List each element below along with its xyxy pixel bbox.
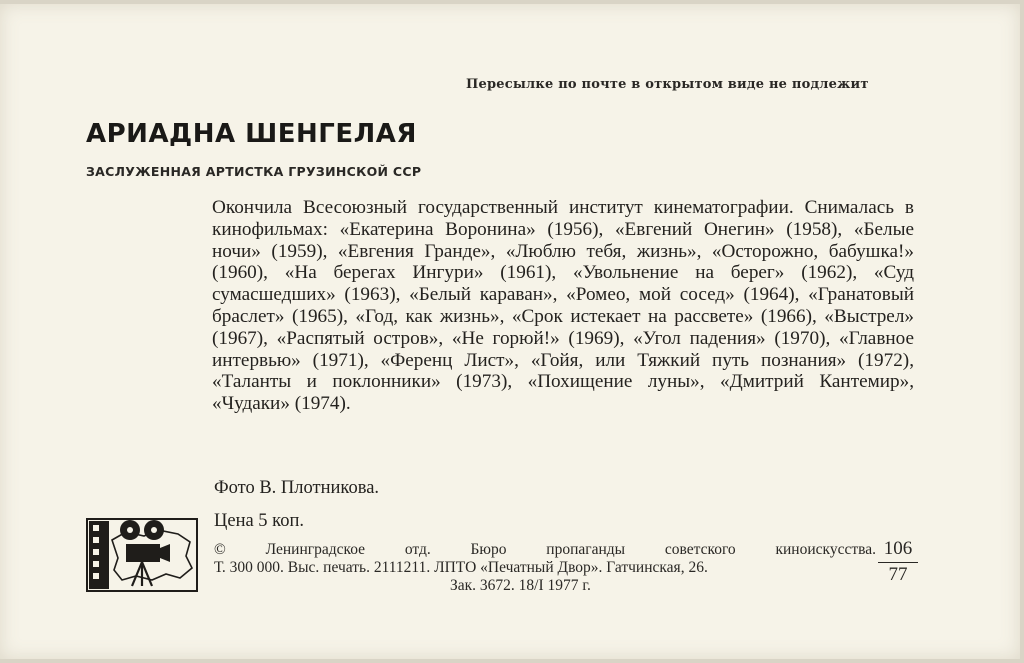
imprint-line-2: Т. 300 000. Выс. печать. 2111211. ЛПТО «Печатный Двор». Гатчинская, 26.	[214, 559, 708, 576]
postal-notice: Пересылке по почте в открытом виде не подлежит	[466, 77, 869, 92]
catalog-code-denominator: 77	[888, 564, 908, 585]
imprint-line-3: Зак. 3672. 18/I 1977 г.	[450, 577, 591, 594]
actress-title: ЗАСЛУЖЕННАЯ АРТИСТКА ГРУЗИНСКОЙ ССР	[86, 164, 422, 179]
price: Цена 5 коп.	[214, 511, 305, 531]
catalog-code	[878, 538, 918, 586]
photo-credit: Фото В. Плотникова.	[214, 478, 380, 498]
postcard-back	[0, 4, 1020, 659]
biography-text: Окончила Всесоюзный государственный институт кинематографии. Снималась в кинофильмах: «Екатерина Воронина» (1956), «Евгений Онегин» (1958), «Белые ночи» (1959), «Евгения Гранде», «Люблю тебя, жизнь», «Осторожно, бабушка!» (1960), «На берегах Ингури» (1961), «Увольнение на берег» (1962), «Суд сумасшедших» (1963), «Белый караван», «Ромео, мой сосед» (1964), «Гранатовый браслет» (1965), «Год, как жизнь», «Срок истекает на рассвете» (1966), «Выстрел» (1967), «Распятый остров», «Не горюй!» (1969), «Угол падения» (1970), «Главное интервью» (1971), «Ференц Лист», «Гойя, или Тяжкий путь познания» (1972), «Таланты и поклонники» (1973), «Похищение луны», «Дмитрий Кантемир», «Чудаки» (1974).	[212, 197, 914, 415]
catalog-code-numerator: 106	[878, 538, 918, 563]
actress-name: АРИАДНА ШЕНГЕЛАЯ	[86, 119, 417, 149]
film-camera-map-logo-icon	[86, 518, 198, 592]
imprint-line-1: © Ленинградское отд. Бюро пропаганды советского киноискусства.	[214, 541, 876, 558]
publisher-imprint	[214, 541, 876, 595]
